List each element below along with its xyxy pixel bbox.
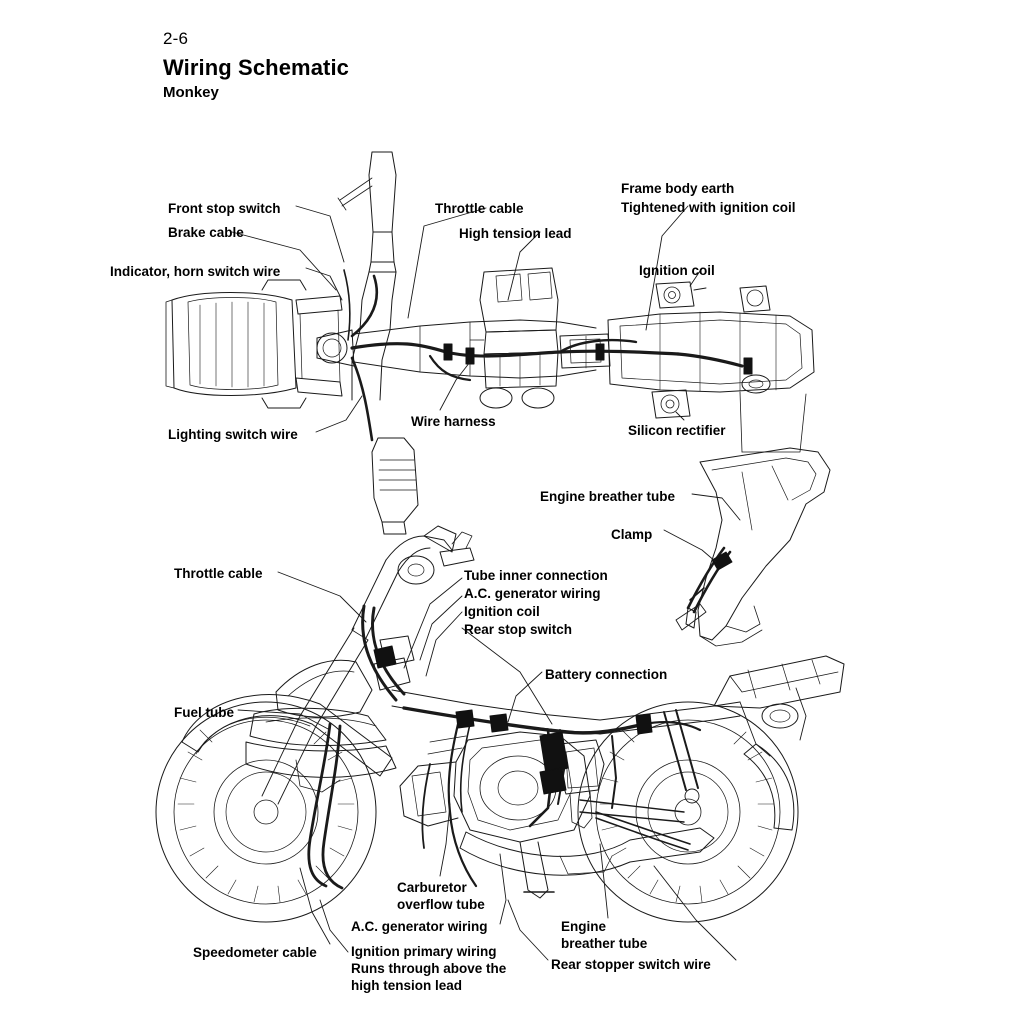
breather-detail-art [676,448,830,646]
label-throttle-cable-side: Throttle cable [174,566,263,581]
label-ignition-primary-wiring-line3: high tension lead [351,978,463,993]
label-engine-breather-tube-line2: breather tube [561,936,648,951]
label-indicator-horn-switch-wire: Indicator, horn switch wire [110,264,281,279]
page-title: Wiring Schematic [163,55,350,80]
label-silicon-rectifier: Silicon rectifier [628,423,726,438]
label-carburetor-overflow-tube-line2: overflow tube [397,897,485,912]
page-subtitle: Monkey [163,84,219,101]
label-ac-generator-wiring-top: A.C. generator wiring [464,586,601,601]
label-brake-cable: Brake cable [168,225,244,240]
label-lighting-switch-wire: Lighting switch wire [168,427,298,442]
label-ac-generator-wiring-bottom: A.C. generator wiring [351,919,488,934]
label-tube-inner-connection: Tube inner connection [464,568,608,583]
label-ignition-coil-side: Ignition coil [464,604,540,619]
page-number: 2-6 [163,29,189,48]
label-frame-body-earth: Frame body earth [621,181,735,196]
label-wire-harness: Wire harness [411,414,496,429]
label-clamp: Clamp [611,527,653,542]
label-ignition-primary-wiring-line2: Runs through above the [351,961,507,976]
label-battery-connection: Battery connection [545,667,668,682]
label-rear-stop-switch: Rear stop switch [464,622,573,637]
label-tightened-with-ignition-coil: Tightened with ignition coil [621,200,796,215]
label-speedometer-cable: Speedometer cable [193,945,317,960]
label-front-stop-switch: Front stop switch [168,201,281,216]
label-engine-breather-tube-line1: Engine [561,919,607,934]
label-rear-stopper-switch-wire: Rear stopper switch wire [551,957,711,972]
label-ignition-coil-top: Ignition coil [639,263,715,278]
label-engine-breather-tube-detail: Engine breather tube [540,489,676,504]
label-fuel-tube: Fuel tube [174,705,234,720]
label-high-tension-lead: High tension lead [459,226,572,241]
label-throttle-cable-top: Throttle cable [435,201,524,216]
label-carburetor-overflow-tube-line1: Carburetor [397,880,467,895]
label-ignition-primary-wiring-line1: Ignition primary wiring [351,944,497,959]
